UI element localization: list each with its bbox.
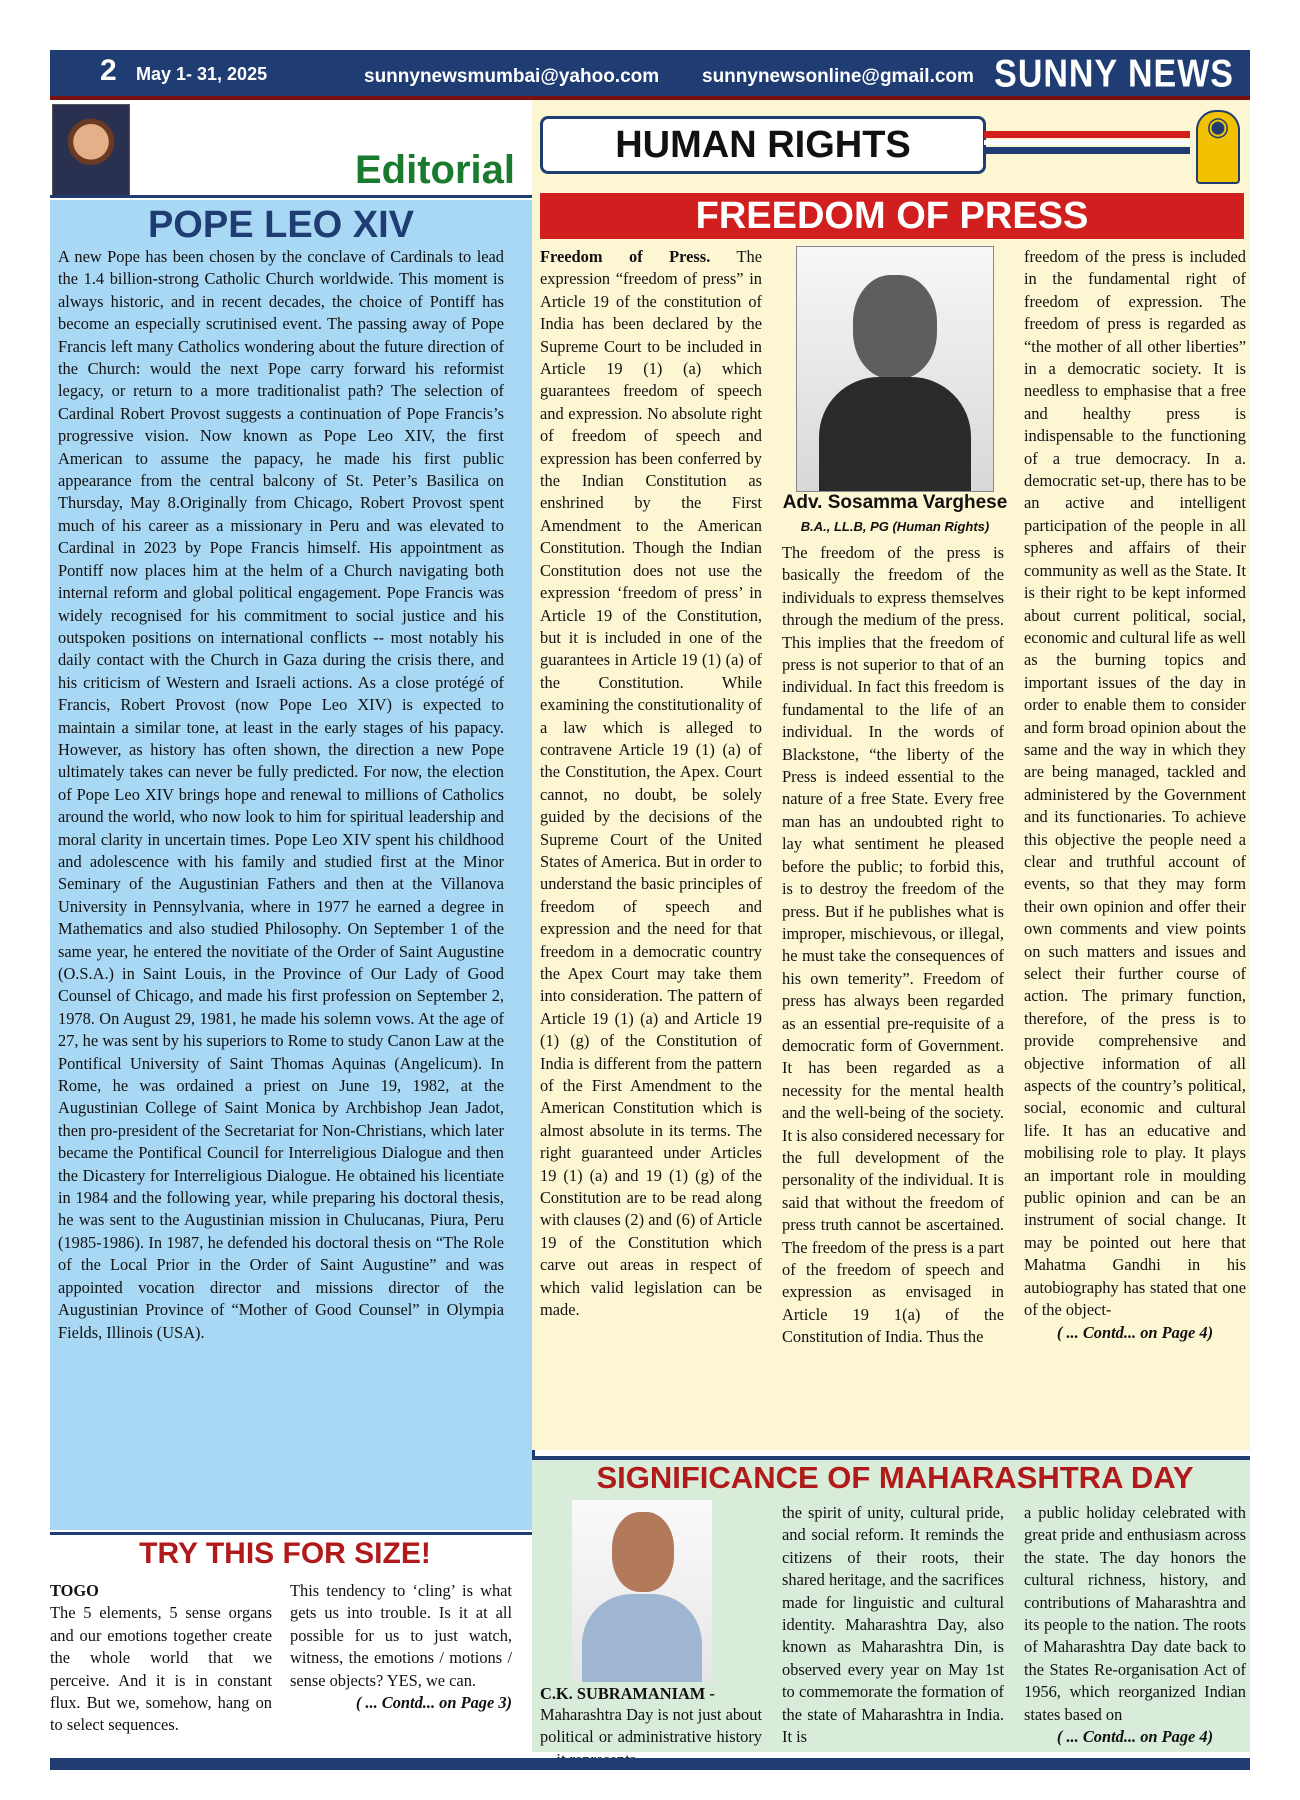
try-this-text-2: This tendency to ‘cling’ is what gets us into trouble. Is it at all possible for us to just watch, witness, the emotions / motions / sense objects? YES, we can.	[290, 1581, 512, 1690]
editor-photo	[52, 104, 130, 198]
article-lead: Freedom of Press.	[540, 247, 711, 266]
try-this-col1	[50, 1580, 272, 1737]
editorial-body: A new Pope has been chosen by the conclave of Cardinals to lead the 1.4 billion-strong Catholic Church worldwide. This moment is always historic, and in recent decades, the choice of Pontiff has become an especially scrutinised event. The passing away of Pope Francis left many Catholics wondering about the future direction of the Church: would the next Pope carry forward his reformist legacy, or return to a more traditionalist path? The selection of Cardinal Robert Provost suggests a continuation of Pope Francis’s progressive vision. Now known as Pope Leo XIV, the first American to assume the papacy, he made his first public appearance from the central balcony of St. Peter’s Basilica on Thursday, May 8.Originally from Chicago, Robert Provost spent much of his career as a missionary in Peru and was elevated to Cardinal in 2023 by Pope Francis himself. His appointment as Pontiff now places him at the helm of a Church navigating both internal reform and global political engagement. Pope Francis was widely recognised for his commitment to social justice and his outspoken positions on international conflicts -- most notably his daily contact with the Church in Gaza during the crisis there, and his criticism of Western and Israeli actions. As a close protégé of Francis, Robert Provost (now Pope Leo XIV) is expected to maintain a similar tone, at least in the early stages of his papacy. However, as history has often shown, the direction a new Pope ultimately takes can never be fully predicted. For now, the election of Pope Leo XIV brings hope and renewal to millions of Catholics around the world, who now look to him for spiritual leadership and moral clarity in uncertain times. Pope Leo XIV spent his childhood and adolescence with his family and studied first at the Minor Seminary of the Augustinian Fathers and then at the Villanova University in Pennsylvania, where in 1977 he earned a degree in Mathematics and also studied Philosophy. On September 1 of the same year, he entered the novitiate of the Order of Saint Augustine (O.S.A.) in Saint Louis, in the Province of Our Lady of Good Counsel of Chicago, and made his first profession on September 2, 1978. On August 29, 1981, he made his solemn vows. At the age of 27, he was sent by his superiors to Rome to study Canon Law at the Pontifical University of Saint Thomas Aquinas (Angelicum). In Rome, he was ordained a priest on June 19, 1982, at the Augustinian College of Saint Monica by Archbishop Jean Jadot, then pro-president of the Secretariat for Non-Christians, which later became the Pontifical Council for Interreligious Dialogue and then the Dicastery for Interreligious Dialogue. He obtained his licentiate in 1984 and the following year, while preparing his doctoral thesis, he was sent to the Augustinian mission in Chulucanas, Piura, Peru (1985-1986). In 1987, he defended his doctoral thesis on “The Role of the Local Prior in the Order of Saint Augustine” and was appointed vocation director and missions director of the Augustinian Province of “Mother of Good Counsel” in Olympia Fields, Illinois (USA).	[58, 247, 504, 1342]
issue-date: May 1- 31, 2025	[136, 64, 268, 84]
author-degree: B.A., LL.B, PG (Human Rights)	[800, 519, 990, 534]
page-header	[50, 50, 1250, 100]
article-headline: FREEDOM OF PRESS	[540, 193, 1244, 239]
divider	[50, 195, 532, 198]
article-column-2: The freedom of the press is basically the freedom of the individuals to express themselves through the medium of the press. This implies that the freedom of press is not superior to that of an individual. In fact this freedom is fundamental to the life of an individual. In the words of Blackstone, “the liberty of the Press is indeed essential to the nature of a free State. Every free man has an undoubted right to lay what sentiment he pleased before the public; to forbid this, is to destroy the freedom of the press. But if he publishes what is improper, mischievous, or illegal, he must take the consequences of his own temerity”. Freedom of press has always been regarded as an essential pre-requisite of a democratic form of Government. It has been regarded as a necessity for the mental health and the well-being of the society. It is also considered necessary for the full development of the personality of the individual. It is said that without the freedom of press truth cannot be ascertained. The freedom of the press is a part of the freedom of speech and expression as envisaged in Article 19 1(a) of the Constitution of India. Thus the	[782, 543, 1004, 1347]
maharashtra-headline: SIGNIFICANCE OF MAHARASHTRA DAY	[596, 1460, 1194, 1495]
author-photo	[796, 246, 994, 492]
article-column-1	[540, 246, 762, 1322]
page-number: 2	[100, 54, 117, 87]
white-stripe	[984, 140, 1190, 145]
try-this-subtitle: TOGO	[50, 1581, 99, 1600]
contd-link[interactable]: ( ... Contd... on Page 4)	[1056, 1727, 1214, 1747]
maharashtra-column-1: Maharashtra Day is not just about political or administrative history	[540, 1705, 762, 1747]
contd-link[interactable]: ( ... Contd... on Page 3)	[355, 1693, 512, 1713]
maharashtra-column-3	[1024, 1502, 1246, 1748]
try-this-text-1: The 5 elements, 5 sense organs and our emotions together create the whole world that we perceive. And it is in constant flux. But we, somehow, hang on to select sequences.	[50, 1603, 272, 1735]
blue-stripe	[984, 147, 1190, 154]
keyhole-eye-icon: ◉	[1196, 110, 1240, 184]
article-text-3: freedom of the press is included in the fundamental right of freedom of expression. The freedom of press is regarded as “the mother of all other liberties” in a democratic society. It is needless to emphasise that a free and healthy press is indispensable to the functioning of a true democracy. In a. democratic set-up, there has to be an active and intelligent participation of the people in all spheres and affairs of their community as well as the State. It is their right to be kept informed about current political, social, economic and cultural life as well as the burning topics and important issues of the day in order to enable them to consider and form broad opinion about the same and the way in which they are being managed, tackled and administered by the Government and its functionaries. To achieve this objective the people need a clear and truthful account of events, so that they may form their own opinion and offer their own comments and view points on such matters and issues and select their further course of action. The primary function, therefore, of the press is to provide comprehensive and objective information of all aspects of the country’s political, social, economic and cultural life. It has an educative and mobilising role to play. It plays an important role in moulding public opinion and can be an instrument of social change. It may be pointed out here that Mahatma Gandhi in his autobiography has stated that one of the object-	[1024, 247, 1246, 1320]
footer-bar	[50, 1758, 1250, 1770]
article-text-1: The expression “freedom of press” in Article 19 of the constitution of India has been declared by the Supreme Court to be included in Article 19 (1) (a) which guarantees freedom of speech and expression. No absolute right of freedom of speech and expression has been conferred by the Indian Constitution as enshrined by the First Amendment to the American Constitution. Though the Indian Constitution does not use the expression ‘freedom of press’ in Article 19 of the Constitution, but it is included in one of the guarantees in Article 19 (1) (a) of the Constitution. While examining the constitutionality of a law which is alleged to contravene Article 19 (1) (a) of the Constitution, the Apex. Court cannot, no doubt, be solely guided by the decisions of the Supreme Court of the United States of America. But in order to understand the basic principles of freedom of speech and expression and the need for that freedom in a democratic country the Apex Court may take them into consideration. The pattern of Article 19 (1) (a) and Article 19 (1) (g) of the Constitution of India is different from the pattern of the First Amendment to the American Constitution which is almost absolute in its terms. The right guaranteed under Articles 19 (1) (a) and 19 (1) (g) of the Constitution are to be read along with clauses (2) and (6) of Article 19 of the Constitution which carve out areas in respect of which valid legislation can be made.	[540, 247, 762, 1320]
maharashtra-column-2: the spirit of unity, cultural pride, and social reform. It reminds the citizens of their roots, their shared heritage, and the sacrifices made for linguistic and cultural identity. Maharashtra Day, also known as Maharashtra Din, is observed every year on May 1st to commemorate the formation of the state of Maharashtra in India. It is	[782, 1503, 1004, 1747]
author-photo	[572, 1500, 712, 1682]
author-name: C.K. SUBRAMANIAM -	[540, 1684, 715, 1703]
editorial-title: POPE LEO XIV	[147, 204, 415, 246]
email-link-2[interactable]: sunnynewsonline@gmail.com	[702, 66, 974, 87]
section-heading: HUMAN RIGHTS	[540, 116, 986, 174]
masthead-logo: SUNNY NEWS	[994, 52, 1234, 96]
article-column-3	[1024, 246, 1246, 1344]
red-stripe	[984, 131, 1190, 138]
editorial-label: Editorial	[354, 148, 515, 192]
contd-link[interactable]: ( ... Contd... on Page 4)	[1056, 1322, 1214, 1342]
maharashtra-text-3: a public holiday celebrated with great pride and enthusiasm across the state. The day honors the cultural richness, history, and contributions of Maharashtra and its people to the nation. The roots of Maharashtra Day date back to the States Re-organisation Act of 1956, which reorganized Indian states based on	[1024, 1503, 1246, 1724]
email-link-1[interactable]: sunnynewsmumbai@yahoo.com	[364, 66, 660, 87]
author-name: Adv. Sosamma Varghese	[782, 492, 1008, 513]
divider	[50, 1532, 532, 1535]
try-this-title: TRY THIS FOR SIZE!	[139, 1537, 431, 1570]
try-this-col2	[290, 1580, 512, 1714]
